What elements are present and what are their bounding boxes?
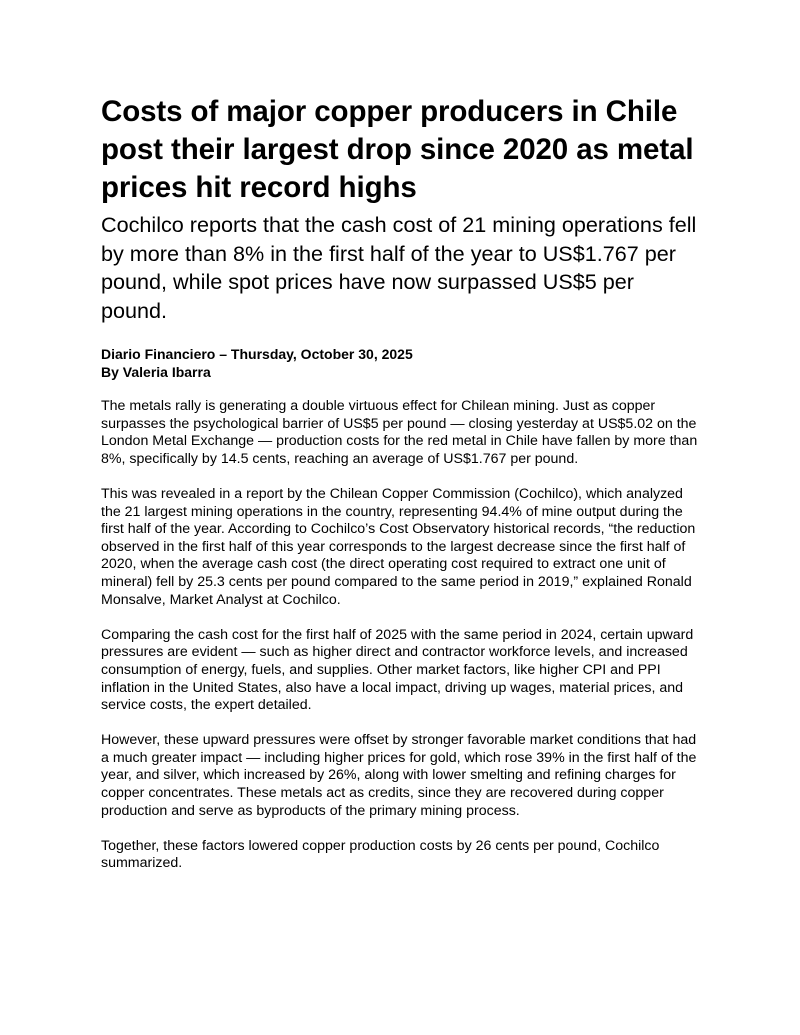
paragraph: Together, these factors lowered copper production costs by 26 cents per pound, Cochilco summarized.: [101, 837, 660, 872]
article-subheadline: Cochilco reports that the cash cost of 21 mining operations fell by more than 8% in the first half of the year to US$1.767 per pound, while spot prices have now surpassed US$5 per pound.: [101, 212, 697, 323]
article-body: [101, 398, 705, 873]
source-date: Diario Financiero – Thursday, October 30, 2025: [101, 346, 413, 362]
article-headline: Costs of major copper producers in Chile post their largest drop since 2020 as metal prices hit record highs: [101, 95, 694, 204]
paragraph: The metals rally is generating a double virtuous effect for Chilean mining. Just as copper surpasses the psychological barrier of US$5 per pound — closing yesterday at US$5.02 on the London Metal Exchange — production costs for the red metal in Chile have fallen by more than 8%, specifically by 14.5 cents, reaching an average of US$1.767 per pound.: [101, 398, 698, 467]
paragraph: This was revealed in a report by the Chilean Copper Commission (Cochilco), which analyzed the 21 largest mining operations in the country, representing 94.4% of mine output during the first half of the year. According to Cochilco’s Cost Observatory historical records, “the reduction observed in the first half of this year corresponds to the largest decrease since the first half of 2020, when the average cash cost (the direct operating cost required to extract one unit of mineral) fell by 25.3 cents per pound compared to the same period in 2019,” explained Ronald Monsalve, Market Analyst at Cochilco.: [101, 485, 696, 608]
article: [101, 93, 705, 891]
paragraph: However, these upward pressures were offset by stronger favorable market conditions that had a much greater impact — including higher prices for gold, which rose 39% in the first half of the year, and silver, which increased by 26%, along with lower smelting and refining charges for copper concentrates. These metals act as credits, since they are recovered during copper production and serve as byproducts of the primary mining process.: [101, 732, 697, 819]
byline: [101, 345, 705, 381]
author: By Valeria Ibarra: [101, 364, 211, 380]
paragraph: Comparing the cash cost for the first half of 2025 with the same period in 2024, certain upward pressures are evident — such as higher direct and contractor workforce levels, and increased consumption of energy, fuels, and supplies. Other market factors, like higher CPI and PPI inflation in the United States, also have a local impact, driving up wages, material prices, and service costs, the expert detailed.: [101, 626, 694, 714]
